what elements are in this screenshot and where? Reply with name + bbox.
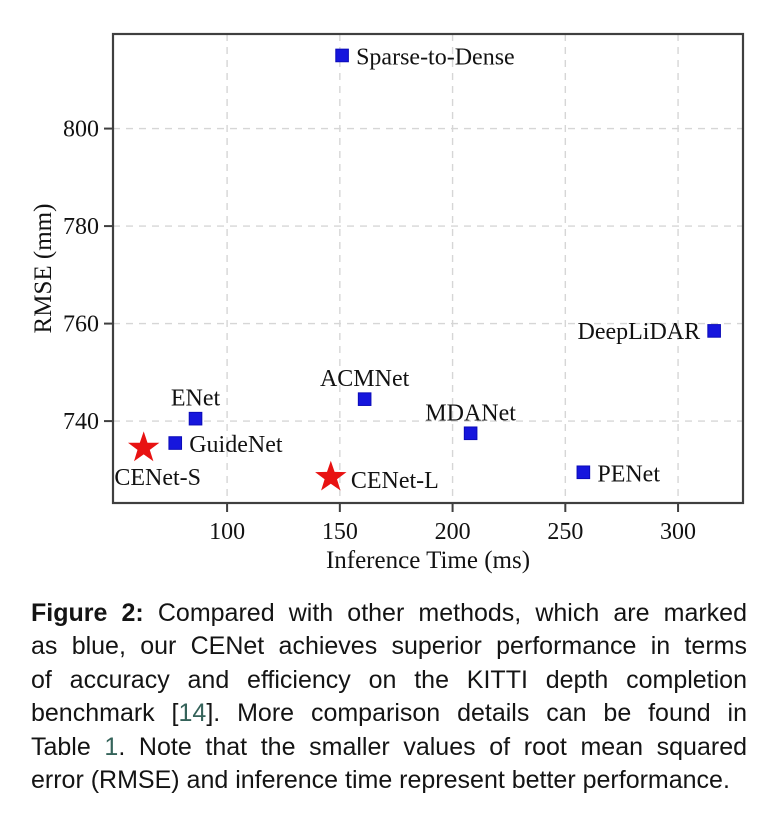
x-tick-label: 300 bbox=[660, 519, 697, 545]
caption-line bbox=[31, 664, 747, 697]
y-tick-label: 780 bbox=[63, 214, 99, 241]
caption-text: of accuracy and efficiency on the KITTI depth completion bbox=[31, 665, 747, 694]
caption-line bbox=[31, 597, 747, 630]
point-label-cenet-s: CENet-S bbox=[114, 464, 202, 491]
caption-text: Compared with other methods, which are marked bbox=[143, 599, 747, 627]
caption-text: ]. More comparison details can be found in bbox=[206, 699, 748, 728]
x-tick-label: 150 bbox=[321, 519, 358, 545]
data-point-deeplidar bbox=[708, 325, 721, 338]
data-point-cenet-s bbox=[128, 431, 159, 461]
data-point-cenet-l bbox=[315, 461, 346, 491]
point-label-sparse-to-dense: Sparse-to-Dense bbox=[356, 44, 515, 71]
table-ref: 1 bbox=[104, 732, 119, 761]
caption-text: error (RMSE) and inference time represent better performance. bbox=[31, 766, 730, 795]
x-tick-label: 100 bbox=[209, 519, 246, 545]
y-tick-label: 760 bbox=[63, 311, 99, 338]
data-point-penet bbox=[577, 466, 590, 479]
point-label-guidenet: GuideNet bbox=[189, 432, 283, 459]
point-label-mdanet: MDANet bbox=[425, 400, 516, 427]
caption-line bbox=[31, 764, 747, 797]
x-tick-label: 200 bbox=[434, 519, 471, 545]
data-point-acmnet bbox=[358, 393, 371, 406]
caption-figure-label: Figure 2: bbox=[31, 599, 144, 627]
citation-ref: 14 bbox=[178, 699, 207, 728]
caption-line bbox=[31, 731, 747, 764]
caption-text: as blue, our CENet achieves superior performance in terms bbox=[31, 632, 747, 661]
y-tick-label: 800 bbox=[63, 116, 99, 143]
y-tick-label: 740 bbox=[63, 409, 99, 436]
caption-text: . Note that the smaller values of root mean squared bbox=[118, 732, 748, 761]
x-tick-label: 250 bbox=[547, 519, 584, 545]
data-point-enet bbox=[189, 412, 202, 425]
data-point-sparse-to-dense bbox=[336, 49, 349, 62]
point-label-penet: PENet bbox=[597, 461, 661, 488]
caption-text: Table bbox=[31, 732, 105, 761]
point-label-deeplidar: DeepLiDAR bbox=[577, 318, 701, 345]
y-axis-title: RMSE (mm) bbox=[30, 203, 57, 334]
data-point-guidenet bbox=[169, 437, 182, 450]
caption-text: benchmark [ bbox=[31, 699, 179, 728]
caption-line bbox=[31, 697, 747, 730]
x-axis-title: Inference Time (ms) bbox=[325, 547, 531, 574]
data-point-mdanet bbox=[464, 427, 477, 440]
caption-line bbox=[31, 630, 747, 663]
figure-caption bbox=[31, 597, 747, 797]
point-label-acmnet: ACMNet bbox=[319, 366, 410, 393]
point-label-enet: ENet bbox=[170, 385, 221, 412]
point-label-cenet-l: CENet-L bbox=[350, 468, 439, 495]
